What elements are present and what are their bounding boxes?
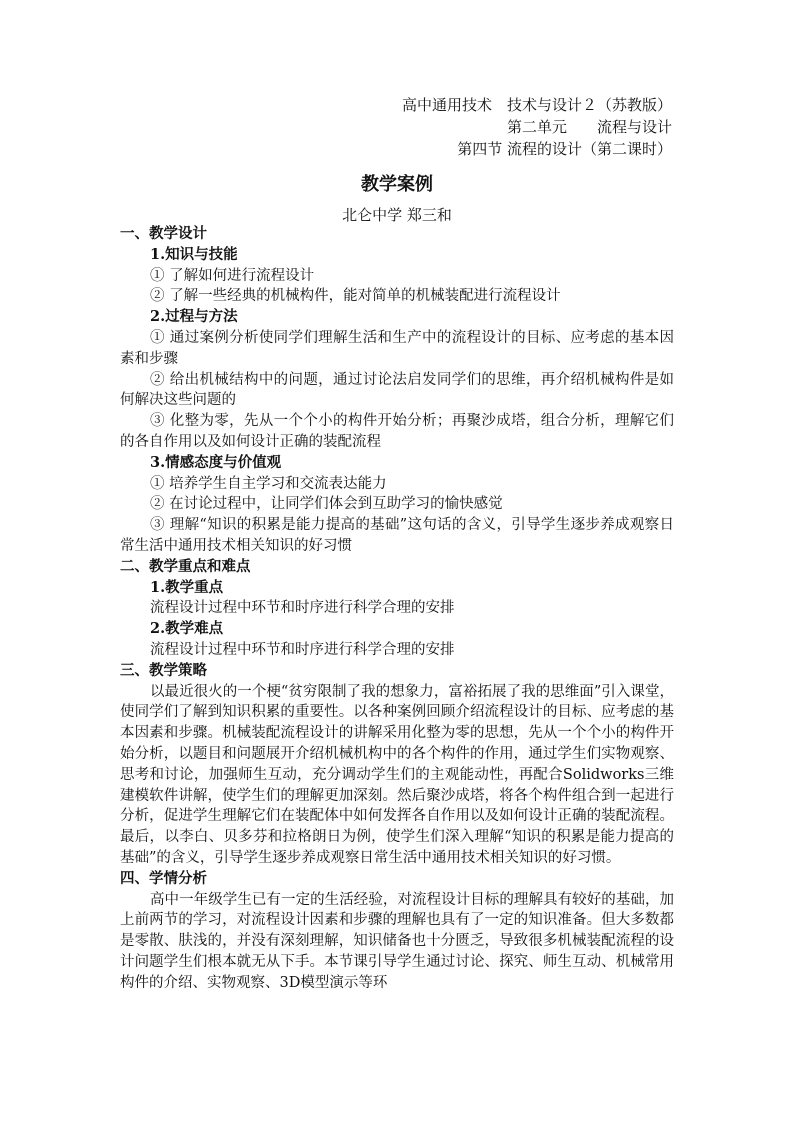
body-text: 流程设计过程中环节和时序进行科学合理的安排 xyxy=(150,600,455,617)
list-item: ② 在讨论过程中，让同学们体会到互助学习的愉快感觉 xyxy=(150,496,503,513)
subsection-heading: 1.知识与技能 xyxy=(150,245,238,263)
section-heading: 三、教学策略 xyxy=(120,661,207,679)
document-body xyxy=(120,224,674,993)
list-item: ② 了解一些经典的机械构件，能对简单的机械装配进行流程设计 xyxy=(150,288,561,305)
list-item: ① 了解如何进行流程设计 xyxy=(150,267,315,284)
body-paragraph: 高中一年级学生已有一定的生活经验，对流程设计目标的理解具有较好的基础，加上前两节的学习，对流程设计因素和步骤的理解也具有了一定的知识准备。但大多数都是零散、肤浅的，并没有深刻理解，知识储备也十分匮乏，导致很多机械装配流程的设计问题学生们根本就无从下手。本节课引导学生通过讨论、探究、师生互动、机械常用构件的介绍、实物观察、3D模型演示等环 xyxy=(120,891,674,991)
section-heading: 二、教学重点和难点 xyxy=(120,557,251,575)
author-line: 北仑中学 郑三和 xyxy=(342,206,452,224)
header-section: 第四节 流程的设计（第二课时） xyxy=(457,140,672,158)
header-unit: 第二单元 流程与设计 xyxy=(506,118,672,136)
header-course: 高中通用技术 技术与设计２（苏教版） xyxy=(401,96,672,114)
list-item: ① 通过案例分析使同学们理解生活和生产中的流程设计的目标、应考虑的基本因素和步骤 xyxy=(120,329,674,367)
list-item: ② 给出机械结构中的问题，通过讨论法启发同学们的思维，再介绍机械构件是如何解决这些问题的 xyxy=(120,371,674,409)
list-item: ① 培养学生自主学习和交流表达能力 xyxy=(150,475,387,492)
section-heading: 一、教学设计 xyxy=(120,225,207,242)
subsection-heading: 1.教学重点 xyxy=(150,578,224,596)
section-heading: 四、学情分析 xyxy=(120,869,207,887)
list-item: ③ 化整为零，先从一个个小的构件开始分析；再聚沙成塔，组合分析，理解它们的各自作用以及如何设计正确的装配流程 xyxy=(120,413,674,450)
subsection-heading: 2.过程与方法 xyxy=(150,308,238,326)
list-item: ③ 理解“知识的积累是能力提高的基础”这句话的含义，引导学生逐步养成观察日常生活中通用技术相关知识的好习惯 xyxy=(120,517,674,554)
body-text: 流程设计过程中环节和时序进行科学合理的安排 xyxy=(150,641,455,658)
subsection-heading: 3.情感态度与价值观 xyxy=(150,453,282,471)
body-paragraph: 以最近很火的一个梗“贫穷限制了我的想象力，富裕拓展了我的思维面”引入课堂，使同学们了解到知识积累的重要性。以各种案例回顾介绍流程设计的目标、应考虑的基本因素和步骤。机械装配流程设计的讲解采用化整为零的思想，先从一个个小的构件开始分析，以题目和问题展开介绍机械机构中的各个构件的作用，通过学生们实物观察、思考和讨论，加强师生互动，充分调动学生们的主观能动性，再配合Solidworks三维建模软件讲解，使学生们的理解更加深刻。然后聚沙成塔，将各个构件组合到一起进行分析，促进学生理解它们在装配体中如何发挥各自作用以及如何设计正确的装配流程。最后，以李白、贝多芬和拉格朗日为例，使学生们深入理解“知识的积累是能力提高的基础”的含义，引导学生逐步养成观察日常生活中通用技术相关知识的好习惯。 xyxy=(120,683,674,866)
page-title: 教学案例 xyxy=(361,174,433,195)
subsection-heading: 2.教学难点 xyxy=(150,620,224,638)
